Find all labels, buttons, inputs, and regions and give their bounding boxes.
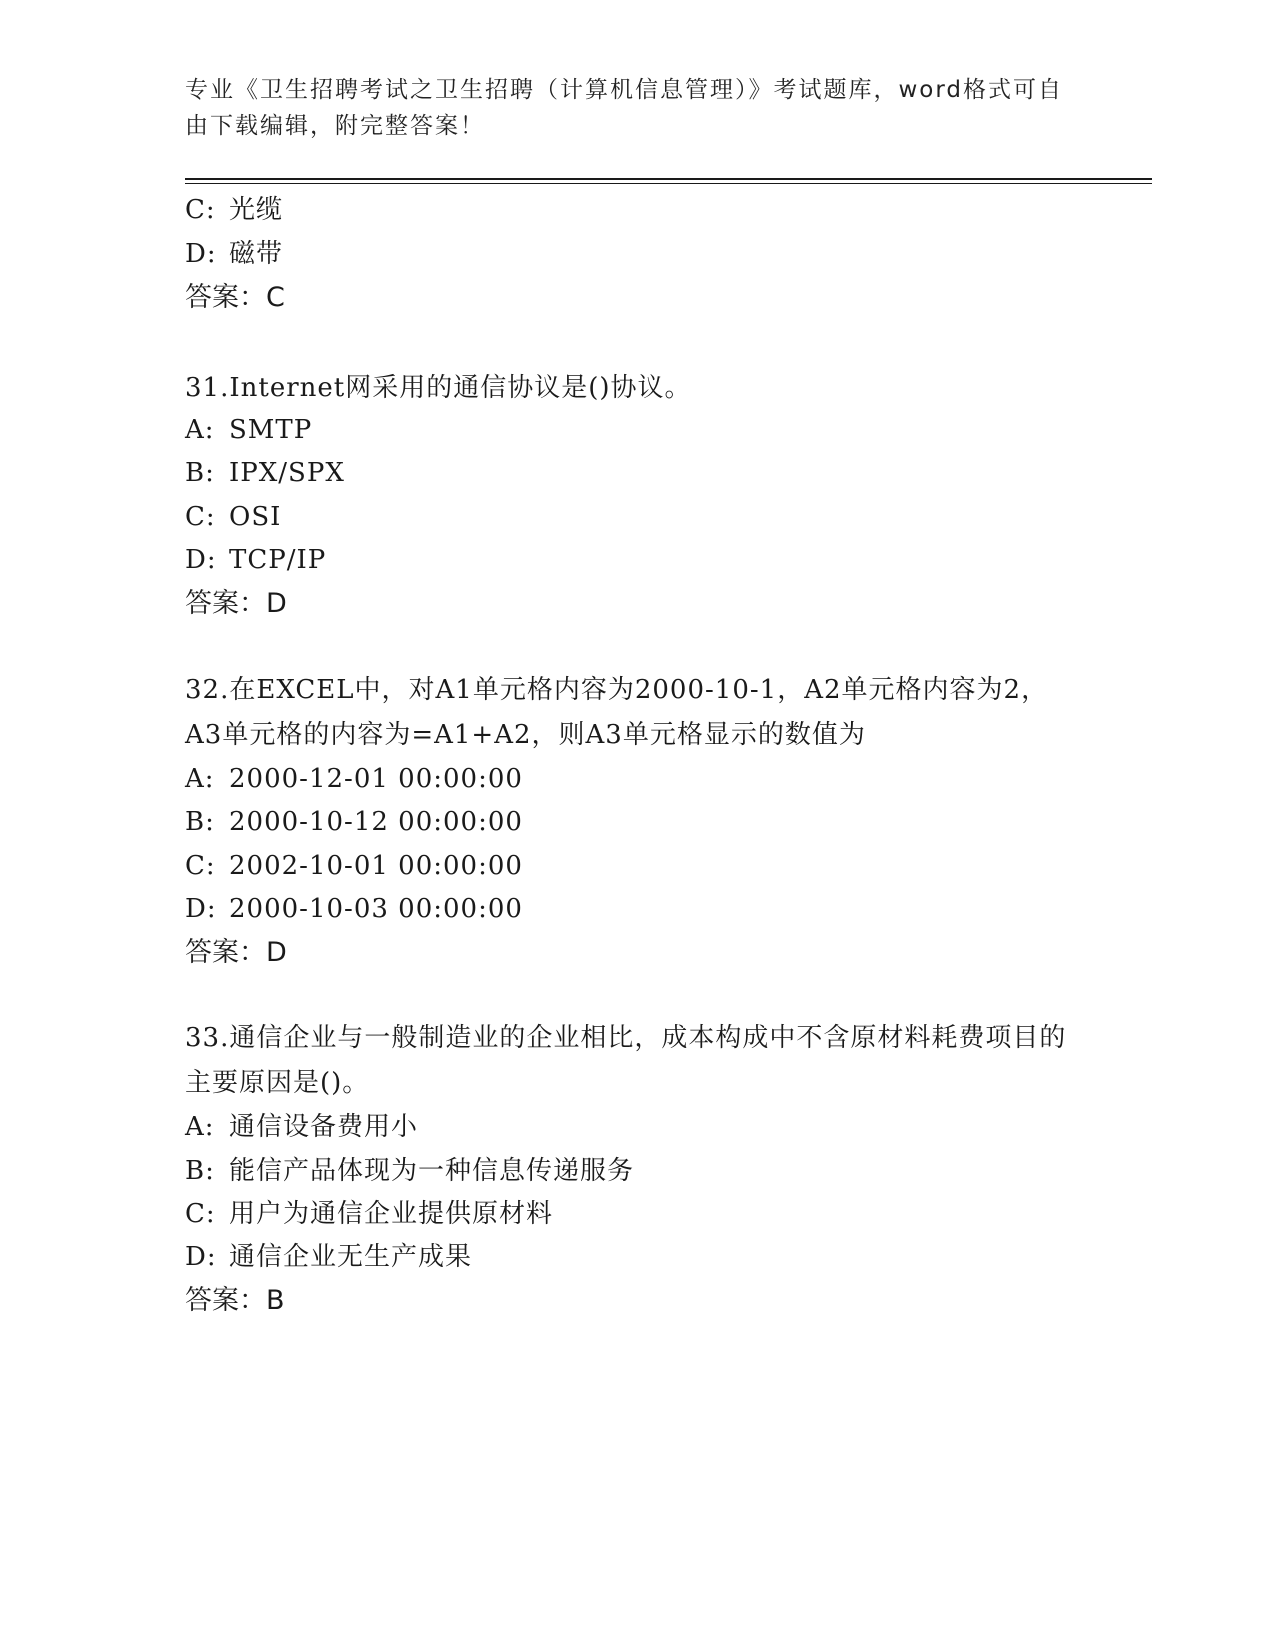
option-c — [185, 846, 523, 886]
option-label: D: — [185, 545, 217, 575]
option-c — [185, 1194, 553, 1234]
option-label: A: — [185, 1112, 215, 1142]
option-a — [185, 410, 312, 450]
option-label: D: — [185, 894, 217, 924]
option-text: TCP/IP — [229, 545, 327, 575]
option-label: D: — [185, 239, 217, 269]
option-text: OSI — [229, 502, 282, 532]
answer-line: 答案：C — [185, 282, 285, 313]
document-header: 专业《卫生招聘考试之卫生招聘（计算机信息管理）》考试题库，word格式可自由下载编辑，附完整答案！ — [185, 77, 1064, 139]
option-d — [185, 234, 283, 274]
option-text: SMTP — [229, 415, 313, 445]
option-d — [185, 540, 326, 580]
option-text: 2000-10-03 00:00:00 — [229, 894, 523, 924]
header-rule-bottom — [185, 183, 1152, 184]
option-text: 2002-10-01 00:00:00 — [229, 851, 523, 881]
option-a — [185, 1107, 418, 1147]
option-text: IPX/SPX — [229, 458, 345, 488]
option-label: D: — [185, 1242, 217, 1272]
option-text: 通信设备费用小 — [229, 1112, 419, 1142]
answer-line: 答案：B — [185, 1285, 285, 1316]
option-c — [185, 190, 283, 230]
header-rule-top — [185, 178, 1152, 180]
option-text: 能信产品体现为一种信息传递服务 — [229, 1156, 635, 1186]
answer-line: 答案：D — [185, 588, 287, 619]
option-b — [185, 453, 345, 493]
option-label: B: — [185, 807, 215, 837]
option-label: C: — [185, 1199, 216, 1229]
question-32-text: 32.在EXCEL中，对A1单元格内容为2000-10-1，A2单元格内容为2，A3单元格的内容为=A1+A2，则A3单元格显示的数值为 — [185, 675, 1049, 750]
option-d — [185, 889, 523, 929]
option-text: 磁带 — [229, 239, 284, 269]
option-a — [185, 759, 523, 799]
option-label: C: — [185, 502, 216, 532]
option-c — [185, 497, 281, 537]
question-33-text: 33.通信企业与一般制造业的企业相比，成本构成中不含原材料耗费项目的主要原因是()。 — [185, 1023, 1067, 1098]
option-label: C: — [185, 195, 216, 225]
option-text: 2000-10-12 00:00:00 — [229, 807, 523, 837]
option-label: C: — [185, 851, 216, 881]
option-text: 2000-12-01 00:00:00 — [229, 764, 523, 794]
option-label: A: — [185, 415, 215, 445]
option-text: 用户为通信企业提供原材料 — [229, 1199, 554, 1229]
option-b — [185, 1151, 634, 1191]
option-b — [185, 802, 523, 842]
question-31-text: 31.Internet网采用的通信协议是()协议。 — [185, 373, 692, 403]
answer-line: 答案：D — [185, 937, 287, 968]
option-label: A: — [185, 764, 215, 794]
option-text: 光缆 — [229, 195, 284, 225]
option-label: B: — [185, 458, 215, 488]
option-d — [185, 1237, 472, 1277]
option-text: 通信企业无生产成果 — [229, 1242, 473, 1272]
option-label: B: — [185, 1156, 215, 1186]
